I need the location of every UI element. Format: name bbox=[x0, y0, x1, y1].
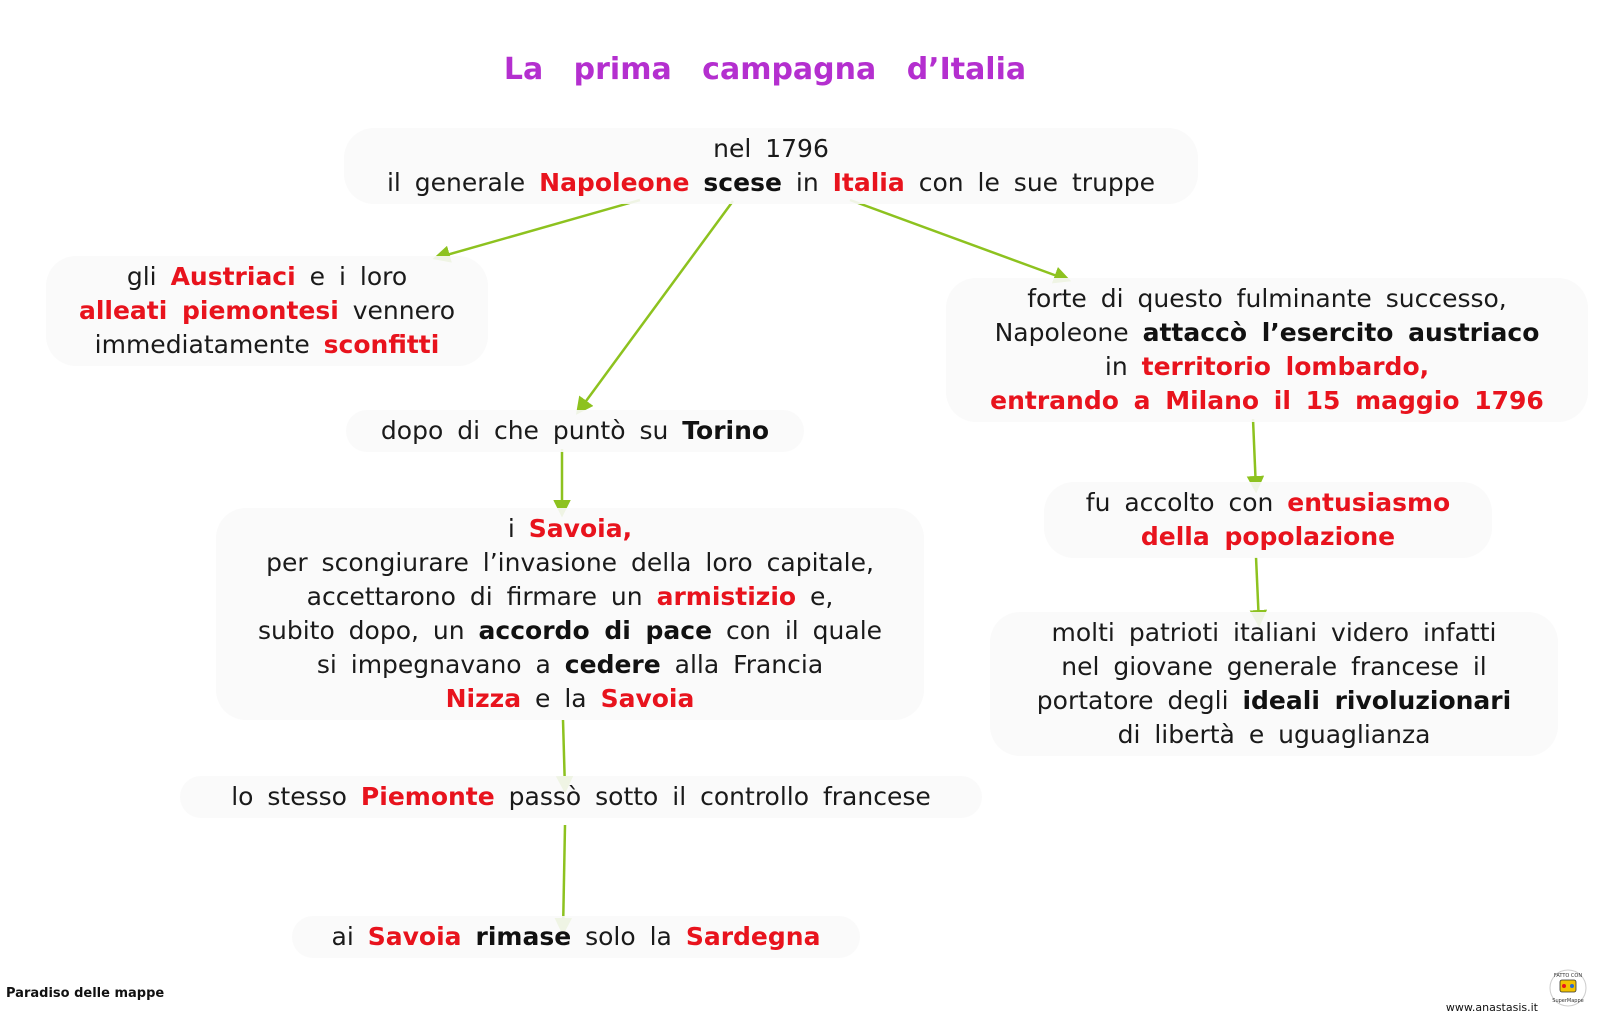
torino-line: dopo di che puntò su Torino bbox=[380, 416, 770, 445]
sardegna-line: ai Savoia rimase solo la Sardegna bbox=[331, 922, 821, 951]
savoia-line-4: subito dopo, un accordo di pace con il quale bbox=[257, 616, 883, 645]
arrow-root-to-austriaci bbox=[436, 200, 640, 258]
footer-website: www.anastasis.it bbox=[1445, 1001, 1538, 1014]
patrioti-node bbox=[990, 612, 1558, 756]
supermappe-logo-icon bbox=[1548, 968, 1588, 1008]
torino-node bbox=[346, 410, 804, 452]
entusiasmo-line-2: della popolazione bbox=[1140, 522, 1396, 551]
page-title: La prima campagna d’Italia bbox=[503, 52, 1027, 87]
arrow-root-to-torino bbox=[578, 201, 733, 412]
root-node bbox=[344, 128, 1198, 204]
austriaci-line-3: immediatamente sconfitti bbox=[94, 330, 440, 359]
root-line-2: il generale Napoleone scese in Italia con le sue truppe bbox=[386, 168, 1156, 197]
austriaci-line-1: gli Austriaci e i loro bbox=[126, 262, 408, 291]
milano-line-4: entrando a Milano il 15 maggio 1796 bbox=[990, 386, 1544, 415]
austriaci-line-2: alleati piemontesi vennero bbox=[78, 296, 456, 325]
root-line-1: nel 1796 bbox=[713, 134, 829, 163]
savoia-line-6: Nizza e la Savoia bbox=[445, 684, 695, 713]
milano-line-1: forte di questo fulminante successo, bbox=[1027, 284, 1507, 313]
piemonte-node bbox=[180, 776, 982, 818]
svg-text:FATTO CON: FATTO CON bbox=[1553, 973, 1583, 979]
patrioti-line-3: portatore degli ideali rivoluzionari bbox=[1036, 686, 1512, 715]
entusiasmo-line-1: fu accolto con entusiasmo bbox=[1085, 488, 1451, 517]
savoia-node bbox=[216, 508, 924, 720]
footer-brand: Paradiso delle mappe bbox=[6, 986, 165, 1001]
savoia-line-1: i Savoia, bbox=[507, 514, 633, 543]
savoia-line-2: per scongiurare l’invasione della loro capitale, bbox=[266, 548, 874, 577]
patrioti-line-4: di libertà e uguaglianza bbox=[1117, 720, 1431, 749]
sardegna-node bbox=[292, 916, 860, 958]
piemonte-line: lo stesso Piemonte passò sotto il controllo francese bbox=[231, 782, 931, 811]
savoia-line-5: si impegnavano a cedere alla Francia bbox=[316, 650, 824, 679]
austriaci-node bbox=[46, 256, 488, 366]
svg-text:SuperMappe: SuperMappe bbox=[1552, 998, 1584, 1004]
arrow-root-to-milano bbox=[850, 200, 1068, 280]
milano-line-3: in territorio lombardo, bbox=[1104, 352, 1430, 381]
arrow-milano-to-entusiasmo bbox=[1253, 419, 1256, 490]
milano-node bbox=[946, 278, 1588, 422]
milano-line-2: Napoleone attaccò l’esercito austriaco bbox=[994, 318, 1540, 347]
patrioti-line-2: nel giovane generale francese il bbox=[1061, 652, 1487, 681]
entusiasmo-node bbox=[1044, 482, 1492, 558]
savoia-line-3: accettarono di firmare un armistizio e, bbox=[306, 582, 834, 611]
patrioti-line-1: molti patrioti italiani videro infatti bbox=[1051, 618, 1497, 647]
